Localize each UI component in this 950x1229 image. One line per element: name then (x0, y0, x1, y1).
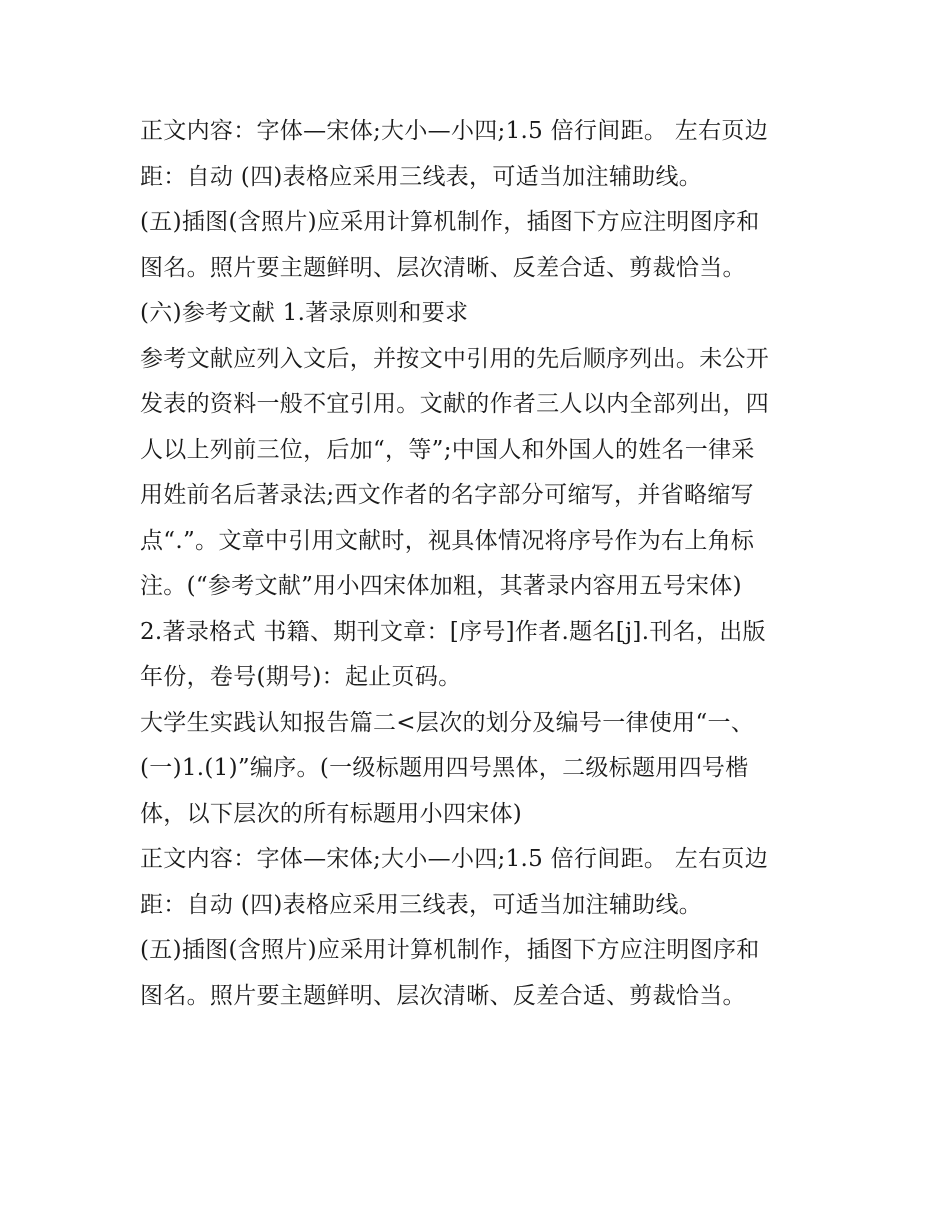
text-line: 用姓前名后著录法;西文作者的名字部分可缩写，并省略缩写 (140, 482, 754, 508)
text-line: 2.著录格式 书籍、期刊文章：[序号]作者.题名[j].刊名，出版 (140, 618, 766, 645)
text-line: 图名。照片要主题鲜明、层次清晰、反差合适、剪裁恰当。 (140, 254, 746, 281)
text-line: 参考文献应列入文后，并按文中引用的先后顺序列出。未公开 (140, 345, 770, 372)
text-line: 点“.”。文章中引用文献时，视具体情况将序号作为右上角标 (140, 527, 755, 554)
text-line: (五)插图(含照片)应采用计算机制作，插图下方应注明图序和 (140, 209, 760, 235)
text-line: 体，以下层次的所有标题用小四宋体) (140, 800, 523, 827)
text-line: (一)1.(1)”编序。(一级标题用四号黑体，二级标题用四号楷 (140, 755, 749, 781)
text-line: 年份，卷号(期号)：起止页码。 (140, 664, 462, 690)
text-line: 距：自动 (四)表格应采用三线表，可适当加注辅助线。 (140, 891, 703, 918)
text-line: 人以上列前三位，后加“，等”;中国人和外国人的姓名一律采 (140, 436, 755, 463)
text-line: 注。(“参考文献”用小四宋体加粗，其著录内容用五号宋体) (140, 573, 742, 599)
document-body (140, 109, 820, 1019)
text-line: 图名。照片要主题鲜明、层次清晰、反差合适、剪裁恰当。 (140, 982, 746, 1009)
text-line: 正文内容：字体—宋体;大小—小四;1.5 倍行间距。 左右页边 (140, 846, 768, 872)
text-line: 大学生实践认知报告篇二<层次的划分及编号一律使用“一、 (140, 709, 755, 736)
text-line: (五)插图(含照片)应采用计算机制作，插图下方应注明图序和 (140, 937, 760, 963)
text-line: 正文内容：字体—宋体;大小—小四;1.5 倍行间距。 左右页边 (140, 118, 768, 144)
text-line: 发表的资料一般不宜引用。文献的作者三人以内全部列出，四 (140, 391, 770, 417)
text-line: (六)参考文献 1.著录原则和要求 (140, 300, 469, 326)
text-line: 距：自动 (四)表格应采用三线表，可适当加注辅助线。 (140, 163, 703, 190)
